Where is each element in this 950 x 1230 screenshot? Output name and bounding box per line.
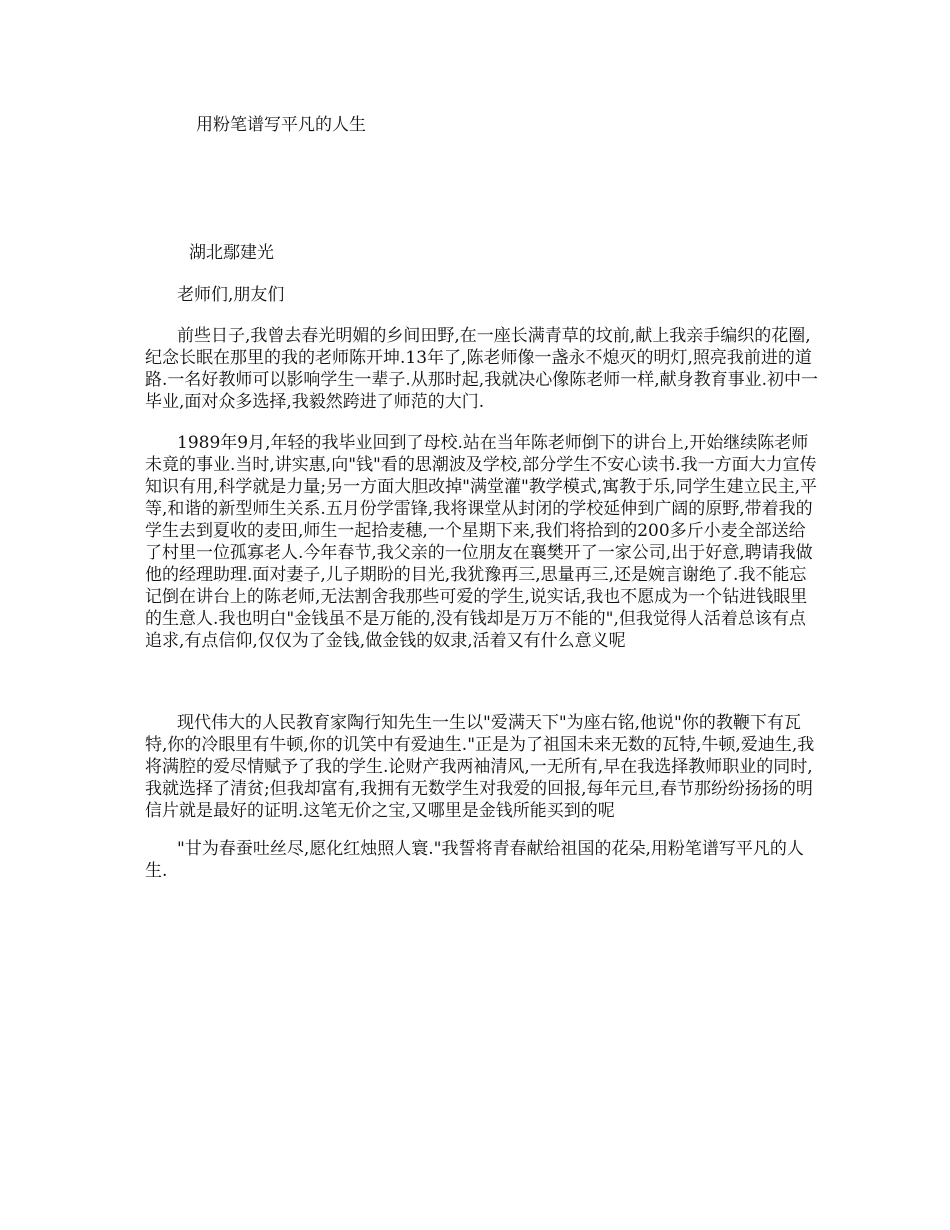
author-line: 湖北鄢建光: [189, 243, 274, 263]
paragraph-4: "甘为春蚕吐丝尽,愿化红烛照人寰."我誓将青春献给祖国的花朵,用粉笔谱写平凡的人生.: [145, 839, 804, 881]
greeting-line: 老师们,朋友们: [177, 285, 285, 305]
paragraph-3: 现代伟大的人民教育家陶行知先生一生以"爱满天下"为座右铭,他说"你的教鞭下有瓦特,你的冷眼里有牛顿,你的讥笑中有爱迪生."正是为了祖国未来无数的瓦特,牛顿,爱迪生,我将满腔的爱尽情赋予了我的学生.论财产我两袖清风,一无所有,早在我选择教师职业的同时,我就选择了清贫;但我却富有,我拥有无数学生对我爱的回报,每年元旦,春节那纷纷扬扬的明信片就是最好的证明.这笔无价之宝,又哪里是金钱所能买到的呢: [145, 713, 815, 821]
document-title: 用粉笔谱写平凡的人生: [196, 115, 366, 135]
paragraph-1: 前些日子,我曾去春光明媚的乡间田野,在一座长满青草的坟前,献上我亲手编织的花圈,纪念长眠在那里的我的老师陈开坤.13年了,陈老师像一盏永不熄灭的明灯,照亮我前进的道路.一名好教师可以影响学生一辈子.从那时起,我就决心像陈老师一样,献身教育事业.初中一毕业,面对众多选择,我毅然跨进了师范的大门.: [145, 326, 819, 412]
paragraph-2: 1989年9月,年轻的我毕业回到了母校.站在当年陈老师倒下的讲台上,开始继续陈老师未竟的事业.当时,讲实惠,向"钱"看的思潮波及学校,部分学生不安心读书.我一方面大力宣传知识有用,科学就是力量;另一方面大胆改掉"满堂灌"教学模式,寓教于乐,同学生建立民主,平等,和谐的新型师生关系.五月份学雷锋,我将课堂从封闭的学校延伸到广阔的原野,带着我的学生去到夏收的麦田,师生一起拾麦穗,一个星期下来,我们将拾到的200多斤小麦全部送给了村里一位孤寡老人.今年春节,我父亲的一位朋友在襄樊开了一家公司,出于好意,聘请我做他的经理助理.面对妻子,儿子期盼的目光,我犹豫再三,思量再三,还是婉言谢绝了.我不能忘记倒在讲台上的陈老师,无法割舍我那些可爱的学生,说实话,我也不愿成为一个钻进钱眼里的生意人.我也明白"金钱虽不是万能的,没有钱却是万万不能的",但我觉得人活着总该有点追求,有点信仰,仅仅为了金钱,做金钱的奴隶,活着又有什么意义呢: [145, 433, 817, 651]
